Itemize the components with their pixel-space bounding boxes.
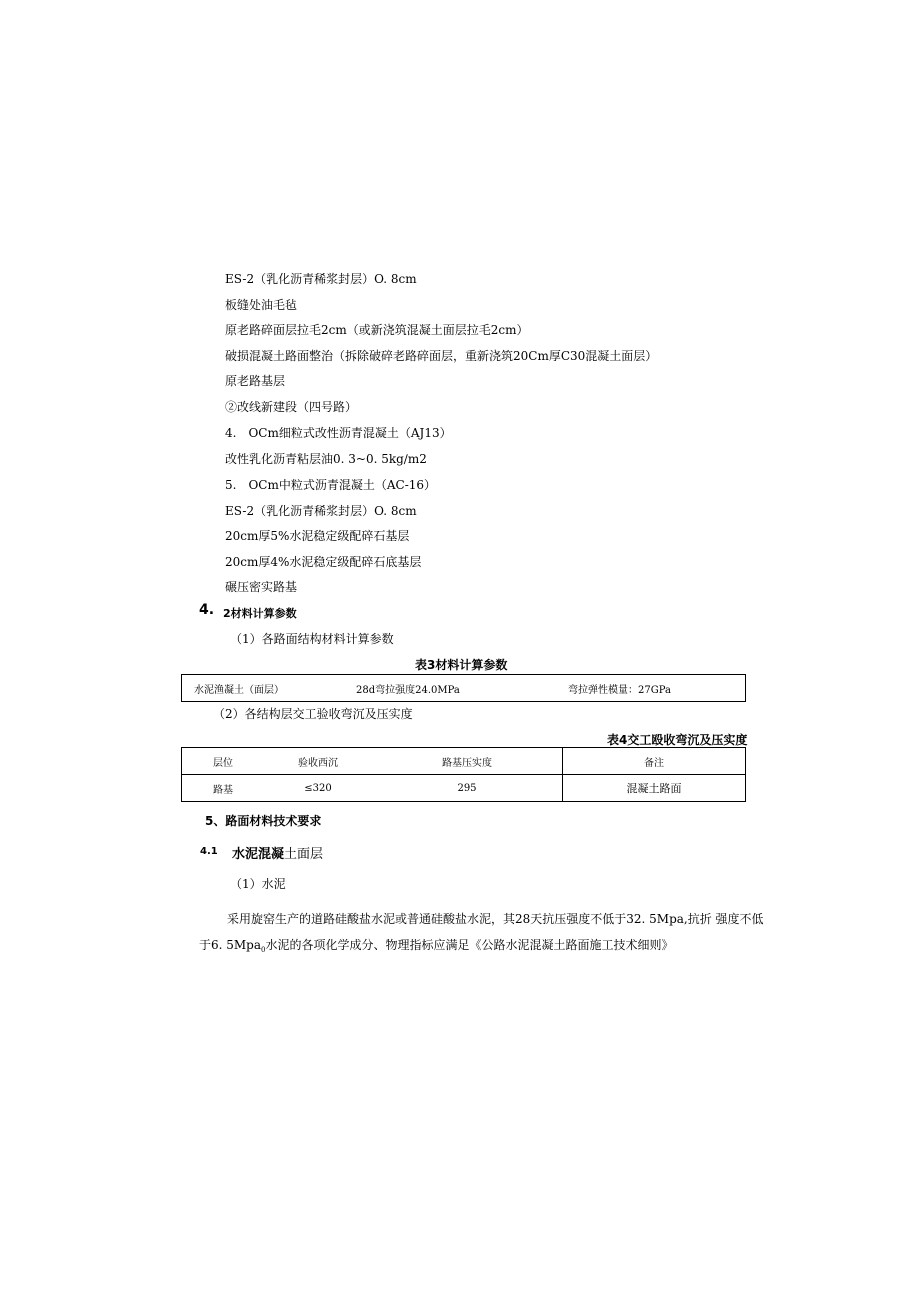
table-cell: 混凝土路面 — [563, 775, 746, 802]
table-header-row — [182, 748, 746, 775]
heading-rest-part: 土面层 — [284, 847, 324, 862]
text-line: 碾压密实路基 — [225, 580, 298, 594]
table-cell: 路基 — [213, 784, 233, 796]
text-line: 板缝处油毛毡 — [225, 298, 298, 312]
table-cell: ≤320 — [304, 782, 332, 794]
table-header-cell: 验收西沉 — [264, 748, 372, 775]
section-number: 4.1 — [200, 846, 218, 857]
text-line: 20cm厚4%水泥稳定级配碎石底基层 — [225, 555, 422, 569]
subheading: （2）各结构层交工验收弯沉及压实度 — [213, 707, 413, 721]
heading-bold-part: 水泥混凝 — [232, 847, 285, 862]
table-cell: 295 — [457, 782, 477, 794]
text-line: ES-2（乳化沥青稀浆封层）O. 8cm — [225, 272, 417, 286]
section-heading: 5、路面材料技术要求 — [205, 814, 322, 828]
material-parameter-table — [181, 674, 746, 702]
subscript: 0 — [261, 946, 266, 954]
table-row — [182, 775, 746, 802]
table-header-cell: 路基压实度 — [372, 748, 563, 775]
subheading: （1）各路面结构材料计算参数 — [230, 632, 394, 646]
table-caption: 表3材料计算参数 — [415, 658, 508, 672]
text-line: 20cm厚5%水泥稳定级配碎石基层 — [225, 529, 410, 543]
paragraph-line — [199, 936, 674, 954]
table-cell: 弯拉弹性模量：27GPa — [568, 684, 671, 696]
text-line: ES-2（乳化沥青稀浆封层）O. 8cm — [225, 504, 417, 518]
subheading: （1）水泥 — [230, 877, 286, 891]
table-row — [182, 675, 746, 702]
text-line: 5. OCm中粒式沥青混凝土（AC-16） — [225, 478, 437, 492]
paragraph-line: 采用旋窑生产的道路硅酸盐水泥或普通硅酸盐水泥，其28天抗压强度不低于32. 5Mpa,抗折 强度不低 — [227, 912, 764, 926]
text-line: 4. OCm细粒式改性沥青混凝土（AJ13） — [225, 426, 452, 440]
text-line: 破损混凝土路面整治（拆除破碎老路碎面层，重新浇筑20Cm厚C30混凝土面层） — [225, 349, 658, 363]
text-line: 原老路碎面层拉毛2cm（或新浇筑混凝土面层拉毛2cm） — [225, 323, 529, 337]
acceptance-table — [181, 747, 746, 802]
table-header-cell: 层位 — [182, 748, 265, 775]
paragraph-text: 于6. 5Mpa — [199, 938, 262, 952]
table-header-cell: 备注 — [563, 748, 746, 775]
text-line: 原老路基层 — [225, 374, 286, 388]
text-line: ②改线新建段（四号路） — [225, 400, 358, 414]
paragraph-text: 水泥的各项化学成分、物理指标应满足《公路水泥混凝土路面施工技术细则》 — [265, 938, 674, 952]
table-caption: 表4交工殴收弯沉及压实度 — [607, 733, 748, 747]
table-cell: 28d弯拉强度24.0MPa — [356, 684, 460, 696]
section-heading: 2材料计算参数 — [223, 607, 297, 620]
table-cell: 水泥渔凝土（面层） — [194, 684, 284, 696]
section-heading — [232, 843, 323, 862]
text-line: 改性乳化沥青粘层油0. 3~0. 5kg∕m2 — [225, 452, 427, 466]
section-number: 4. — [199, 602, 215, 618]
